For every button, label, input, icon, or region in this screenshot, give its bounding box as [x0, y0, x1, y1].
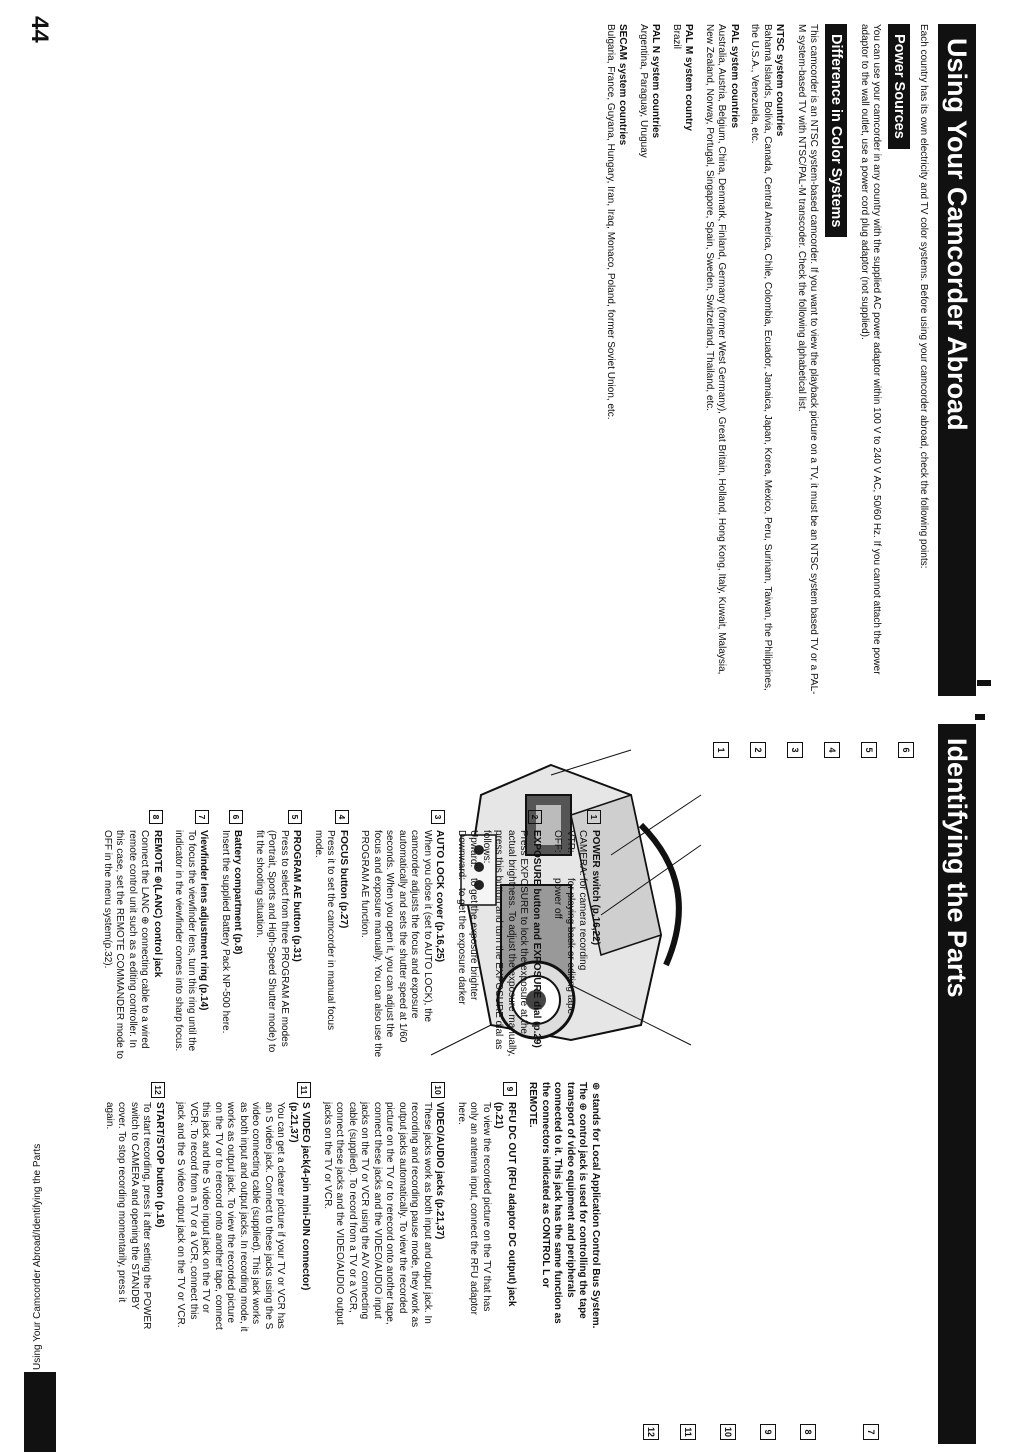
part-item: [101, 810, 164, 1060]
part-number: 6: [230, 810, 244, 824]
country-group: [703, 24, 741, 696]
country-group: [670, 24, 695, 696]
part-mode-row: [455, 830, 468, 1060]
callout-9: 9: [760, 1424, 776, 1440]
part-item: [455, 1082, 518, 1332]
part-title: Viewfinder lens adjustment ring (p.14): [198, 830, 210, 1011]
part-body: You can get a clearer picture if your TV or VCR has an S video jack. Connect to these jacks using the S video connecting cable (supplied). This jack works as both input and output jacks. In recording mode, it works as output jack. To view the recorded picture on the TV or to rerecord onto another tape, connect this jack and the S video input jack on the TV or VCR. To record from a TV or a VCR, connect this jack and the S video output jack on the TV or VCR.: [175, 1102, 287, 1332]
power-sources-text: You can use your camcorder in any country with the supplied AC power adaptor within 100 V to 240 V AC, 50/60 Hz. If you cannot attach the power adaptor to the wall outlet, use a power cord plug adaptor (not supplied).: [859, 24, 883, 675]
part-number: 8: [149, 810, 163, 824]
part-title: FOCUS button (p.27): [338, 830, 349, 929]
part-mode-row: [467, 830, 480, 1060]
part-item: [455, 810, 543, 1060]
part-title: POWER switch (p.16,22): [590, 830, 601, 946]
part-number: 12: [151, 1082, 165, 1098]
mode-value: to get the exposure brighter: [468, 878, 480, 1001]
part-body: These jacks work as both input and output jack. In recording and recording pause mode, they work as output jacks automatically. To view the recorded picture on the TV or to rerecord onto another tape, connect these jacks and the VIDEO/AUDIO input jacks on the TV or VCR using the A/V connecting cable (supplied). To record from a TV or a VCR, connect these jacks and the VIDEO/AUDIO output jacks on the TV or VCR.: [322, 1102, 433, 1328]
part-item: [358, 810, 446, 1060]
callout-2: 2: [750, 742, 766, 758]
part-item: [103, 1082, 166, 1332]
country-group: [637, 24, 662, 696]
mode-key: OFF:: [552, 830, 564, 853]
part-mode-row: [564, 830, 577, 1060]
part-item: [172, 810, 210, 1060]
part-number: 4: [335, 810, 349, 824]
part-body: To focus the viewfinder lens, turn this ring until the indicator in the viewfinder comes into sharp focus.: [173, 830, 197, 1052]
country-group: [604, 24, 629, 696]
left-page-body: [596, 24, 930, 696]
mode-value: for playing back or editing tape: [565, 878, 576, 1015]
callout-1: 1: [713, 742, 729, 758]
country-group-title: PAL system countries: [729, 24, 740, 129]
running-footer: Using Your Camcorder Abroad/Identifying the Parts: [32, 1143, 43, 1370]
part-title: VIDEO/AUDIO jacks (p.21,37): [434, 1102, 446, 1240]
part-title: Battery compartment (p.8): [232, 830, 244, 955]
part-title: S VIDEO jack(4-pin mini-DIN connector) (p.21,37): [288, 1102, 312, 1291]
part-number: 10: [432, 1082, 446, 1098]
part-number: 11: [298, 1082, 312, 1098]
part-body: To start recording, press it after setting the POWER switch to CAMERA and opening the STANDBY cover. To stop recording momentarily, press it again.: [104, 1102, 153, 1330]
intro-text: Each country has its own electricity and TV color systems. Before using your camcorder abroad, check the following points:: [918, 24, 929, 569]
power-sources-heading: Power Sources: [889, 24, 911, 149]
part-title: START/STOP button (p.16): [154, 1102, 165, 1228]
banner-title-left: Using Your Camcorder Abroad: [938, 24, 976, 696]
country-group-list: Argentina, Paraguay, Uruguay: [638, 24, 649, 158]
part-mode-row: [576, 830, 589, 1060]
callout-3: 3: [787, 742, 803, 758]
part-body: Press EXPOSURE to lock the exposure at the actual brightness. To adjust the exposure manually, press this button and turn the EXPOSURE dial as follows:: [481, 830, 530, 1057]
country-group: [748, 24, 786, 696]
country-group-list: Australia, Austria, Belgium, China, Denmark, Finland, Germany (former West Germany), Great Britain, Holland, Hong Kong, Italy, Kuwait, Malaysia, New Zealand, Norway, Portugal, Singapore, Spain, Sweden, Switzerland, Thailand, etc.: [704, 24, 728, 675]
color-systems-text: This camcorder is an NTSC system-based camcorder. If you want to view the playback picture on a TV, it must be an NTSC system based TV or a PAL-M system-based TV with NTSC/PAL-M transcoder. Check the following alphabetical list.: [796, 24, 820, 695]
page-tab-mark: [977, 680, 991, 686]
part-number: 2: [528, 810, 542, 824]
part-body: Connect the LANC ⊕ connecting cable to a wired remote control unit such as a editing controller. In this case, set the REMOTE COMMANDER mode to OFF in the menu system(p.32).: [102, 830, 151, 1059]
mode-key: CAMERA:: [577, 830, 589, 876]
part-item: [312, 810, 350, 1060]
lanc-note: [526, 1082, 601, 1332]
part-number: 7: [196, 810, 210, 824]
mode-value: for camera recording: [577, 878, 589, 971]
part-body: Insert the supplied Battery Pack NP-500 here.: [220, 830, 231, 1034]
part-number: 9: [503, 1082, 517, 1096]
part-title: AUTO LOCK cover (p.16,25): [434, 830, 446, 963]
part-number: 3: [432, 810, 446, 824]
callout-10: 10: [720, 1424, 736, 1440]
page-tab-mark: [975, 714, 985, 720]
country-group-list: Brazil: [671, 24, 682, 50]
part-number: 1: [587, 810, 601, 824]
country-group-title: PAL N system countries: [650, 24, 662, 139]
lanc-note-text: ⊕ stands for Local Application Control Bus System. The ⊕ control jack is used for controlling the tape transport of video equipment and peripherals connected to it. This jack has the same function as the connectors indicated as CONTROL L or REMOTE.: [527, 1082, 601, 1329]
country-group-title: SECAM system countries: [617, 24, 629, 146]
callout-11: 11: [680, 1424, 696, 1440]
mode-value: power off: [552, 878, 564, 919]
part-body: When you close it (set to AUTO LOCK), the camcorder adjusts the focus and exposure automatically and sets the shutter speed at 1/60 seconds. When you open it, you can adjust the focus and exposure manually. You can also use the PROGRAM AE function.: [359, 830, 433, 1058]
part-body: Press it to set the camcorder in manual focus mode.: [313, 830, 337, 1031]
callout-12: 12: [643, 1424, 659, 1440]
part-title: PROGRAM AE button (p.31): [291, 830, 303, 962]
part-number: 5: [289, 810, 303, 824]
color-systems-heading: Difference in Color Systems: [826, 24, 848, 237]
part-item: [174, 1082, 312, 1332]
callout-7: 7: [863, 1424, 879, 1440]
country-group-title: PAL M system country: [683, 24, 695, 131]
footer-black-tab: [24, 1372, 56, 1452]
part-body: Press to select from three PROGRAM AE modes (Portrait, Sports and High-Speed Shutter mode) to fit the shooting situation.: [254, 830, 290, 1053]
mode-value: to get the exposure darker: [456, 888, 467, 1005]
part-item: [253, 810, 303, 1060]
callout-4: 4: [824, 742, 840, 758]
callout-8: 8: [800, 1424, 816, 1440]
mode-key: Upward:: [468, 830, 480, 868]
callout-6: 6: [898, 742, 914, 758]
country-group-list: Bulgaria, France, Guyana, Hungary, Iran, Iraq, Monaco, Poland, former Soviet Union, etc.: [605, 24, 616, 420]
callout-5: 5: [861, 742, 877, 758]
mode-key: VTR:: [565, 830, 576, 853]
page-number-left: 44: [26, 16, 53, 43]
mode-key: Downward:: [456, 830, 467, 881]
parts-column-1: [92, 810, 602, 1060]
banner-title-right: Identifying the Parts: [938, 724, 976, 1444]
part-item: [321, 1082, 446, 1332]
part-item: [219, 810, 244, 1060]
part-title: REMOTE ⊕(LANC) control jack: [152, 830, 163, 978]
part-mode-row: [551, 830, 564, 1060]
country-group-title: NTSC system countries: [774, 24, 786, 137]
part-title: RFU DC OUT (RFU adaptor DC output) jack (p.21): [493, 1102, 517, 1307]
part-title: EXPOSURE button and EXPOSURE dial (p.29): [531, 830, 542, 1048]
parts-column-2: [94, 1082, 602, 1332]
part-item: [551, 810, 601, 1060]
part-body: To view the recorded picture on the TV that has only an antenna input, connect the RFU adaptor here.: [456, 1102, 492, 1315]
country-group-list: Bahama Islands, Bolivia, Canada, Central America, Chile, Colombia, Ecuador, Jamaica, Japan, Korea, Mexico, Peru, Surinam, Taiwan, the Philippines, the U.S.A., Venezuela, etc.: [749, 24, 773, 691]
